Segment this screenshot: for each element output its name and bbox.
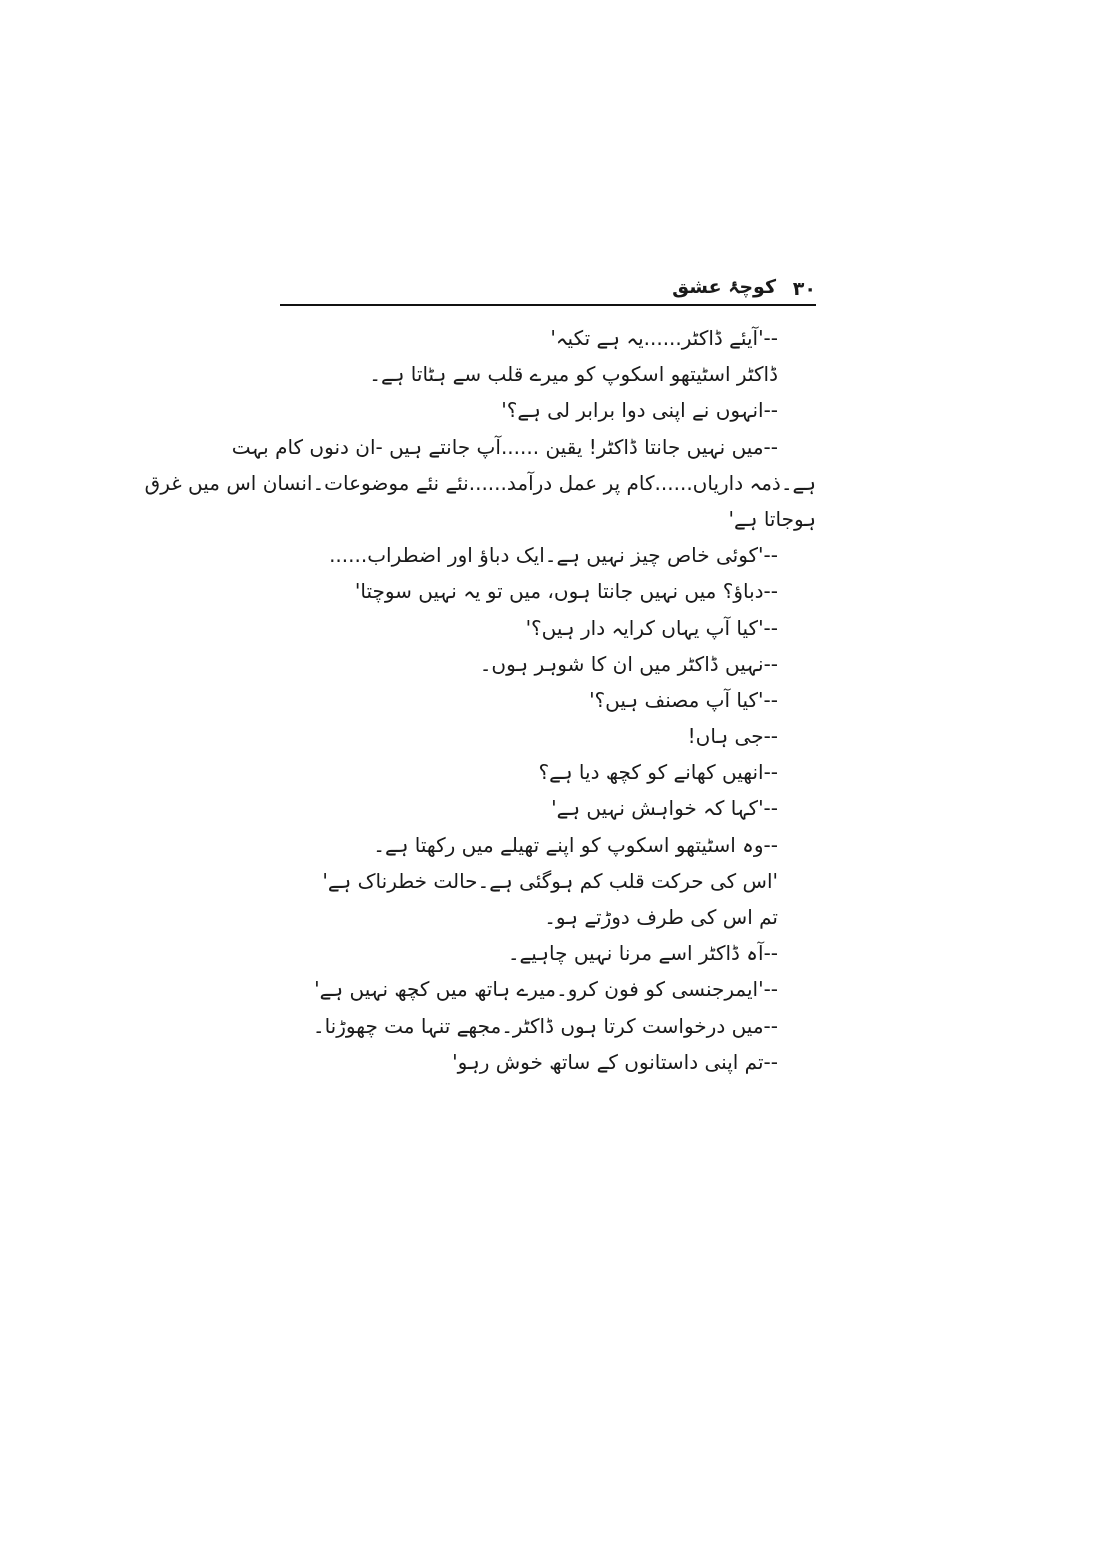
text-line: --وہ اسٹیتھو اسکوپ کو اپنے تھیلے میں رکھتا ہے۔ [373, 832, 778, 857]
text-line: تم اس کی طرف دوڑتے ہو۔ [544, 905, 778, 929]
page-number: ۳۰ [792, 278, 816, 300]
text-line: ہے۔ذمہ داریاں......کام پر عمل درآمد......نئے نئے موضوعات۔انسان اس میں غرق [144, 470, 816, 495]
text-line: --دباؤ؟ میں نہیں جانتا ہوں، میں تو یہ نہیں سوچتا' [354, 579, 778, 604]
text-line: --'ایمرجنسی کو فون کرو۔میرے ہاتھ میں کچھ نہیں ہے' [314, 977, 778, 1002]
text-line: --نہیں ڈاکٹر میں ان کا شوہر ہوں۔ [479, 651, 778, 676]
text-line: --'کیا آپ مصنف ہیں؟' [589, 687, 778, 712]
text-line: 'اس کی حرکت قلب کم ہوگئی ہے۔حالت خطرناک ہے' [322, 868, 778, 893]
running-header [280, 276, 816, 304]
text-line: --انہوں نے اپنی دوا برابر لی ہے؟' [501, 398, 778, 423]
text-line: ہوجاتا ہے' [728, 506, 816, 531]
text-line: --'کہا کہ خواہش نہیں ہے' [551, 796, 778, 821]
text-line: --'آیئے ڈاکٹر......یہ ہے تکیہ' [550, 326, 778, 350]
text-line: --آہ ڈاکٹر اسے مرنا نہیں چاہیے۔ [507, 941, 778, 966]
text-line: --'کیا آپ یہاں کرایہ دار ہیں؟' [525, 615, 778, 640]
text-line: ڈاکٹر اسٹیتھو اسکوپ کو میرے قلب سے ہٹاتا ہے۔ [369, 362, 778, 387]
text-line: --تم اپنی داستانوں کے ساتھ خوش رہو' [452, 1049, 778, 1074]
body-text [144, 320, 816, 1080]
text-line: --میں درخواست کرتا ہوں ڈاکٹر۔مجھے تنہا مت چھوڑنا۔ [312, 1013, 778, 1038]
text-line: --'کوئی خاص چیز نہیں ہے۔ایک دباؤ اور اضطراب...... [329, 543, 778, 568]
text-line: --جی ہاں! [687, 724, 778, 749]
book-title: کوچۂ عشق [672, 276, 776, 298]
header-rule [280, 304, 816, 306]
text-line: --انھیں کھانے کو کچھ دیا ہے؟ [538, 760, 778, 785]
text-line: --میں نہیں جانتا ڈاکٹر! یقین ......آپ جانتے ہیں -ان دنوں کام بہت [231, 434, 778, 459]
